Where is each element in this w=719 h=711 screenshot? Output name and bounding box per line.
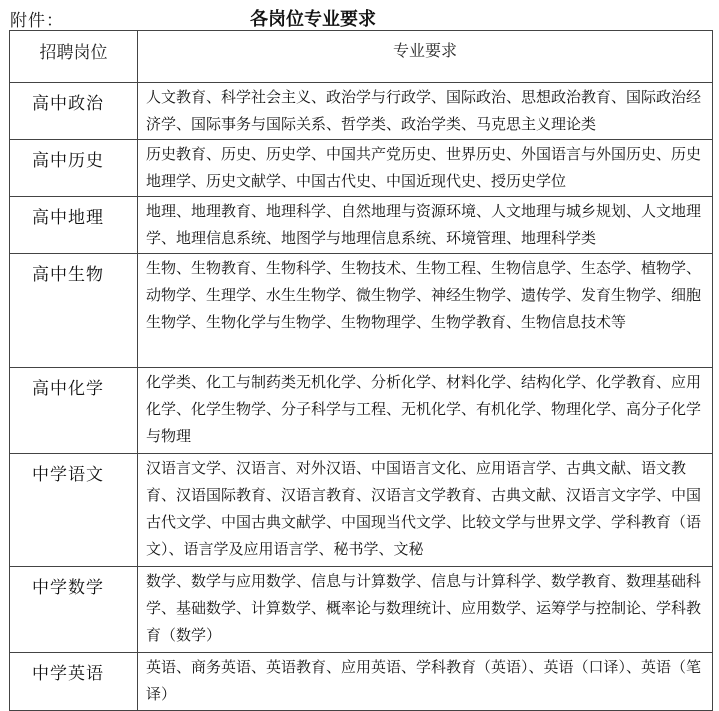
table-row — [10, 140, 713, 197]
requirement-cell: 汉语言文学、汉语言、对外汉语、中国语言文化、应用语言学、古典文献、语文教育、汉语国际教育、汉语言教育、汉语言文学教育、古典文献、汉语言文字学、中国古代文学、中国古典文献学、中国现当代文学、比较文学与世界文学、学科教育（语文）、语言学及应用语言学、秘书学、文秘 — [138, 454, 713, 567]
requirement-cell: 生物、生物教育、生物科学、生物技术、生物工程、生物信息学、生态学、植物学、动物学、生理学、水生生物学、微生物学、神经生物学、遗传学、发育生物学、细胞生物学、生物化学与生物学、生物物理学、生物学教育、生物信息技术等 — [138, 254, 713, 368]
requirement-cell: 英语、商务英语、英语教育、应用英语、学科教育（英语）、英语（口译）、英语（笔译） — [138, 653, 713, 711]
column-header-post: 招聘岗位 — [10, 31, 138, 83]
post-cell: 中学数学 — [10, 567, 138, 653]
attachment-label: 附件： — [10, 11, 64, 31]
requirement-cell: 化学类、化工与制药类无机化学、分析化学、材料化学、结构化学、化学教育、应用化学、化学生物学、分子科学与工程、无机化学、有机化学、物理化学、高分子化学与物理 — [138, 368, 713, 454]
requirement-cell: 历史教育、历史、历史学、中国共产党历史、世界历史、外国语言与外国历史、历史地理学、历史文献学、中国古代史、中国近现代史、授历史学位 — [138, 140, 713, 197]
table-row — [10, 368, 713, 454]
requirement-cell: 地理、地理教育、地理科学、自然地理与资源环境、人文地理与城乡规划、人文地理学、地理信息系统、地图学与地理信息系统、环境管理、地理科学类 — [138, 197, 713, 254]
column-header-requirement: 专业要求 — [138, 31, 713, 83]
post-cell: 高中化学 — [10, 368, 138, 454]
document-header — [0, 0, 719, 34]
table-row — [10, 653, 713, 711]
table-header-row — [10, 31, 713, 83]
post-cell: 中学语文 — [10, 454, 138, 567]
requirements-table — [9, 30, 713, 711]
requirement-cell: 数学、数学与应用数学、信息与计算数学、信息与计算科学、数学教育、数理基础科学、基础数学、计算数学、概率论与数理统计、应用数学、运筹学与控制论、学科教育（数学） — [138, 567, 713, 653]
document-title: 各岗位专业要求 — [250, 9, 376, 30]
post-cell: 中学英语 — [10, 653, 138, 711]
table-row — [10, 197, 713, 254]
requirement-cell: 人文教育、科学社会主义、政治学与行政学、国际政治、思想政治教育、国际政治经济学、国际事务与国际关系、哲学类、政治学类、马克思主义理论类 — [138, 83, 713, 140]
post-cell: 高中历史 — [10, 140, 138, 197]
table-row — [10, 567, 713, 653]
table-row — [10, 83, 713, 140]
post-cell: 高中生物 — [10, 254, 138, 368]
table-row — [10, 254, 713, 368]
post-cell: 高中地理 — [10, 197, 138, 254]
post-cell: 高中政治 — [10, 83, 138, 140]
table-row — [10, 454, 713, 567]
